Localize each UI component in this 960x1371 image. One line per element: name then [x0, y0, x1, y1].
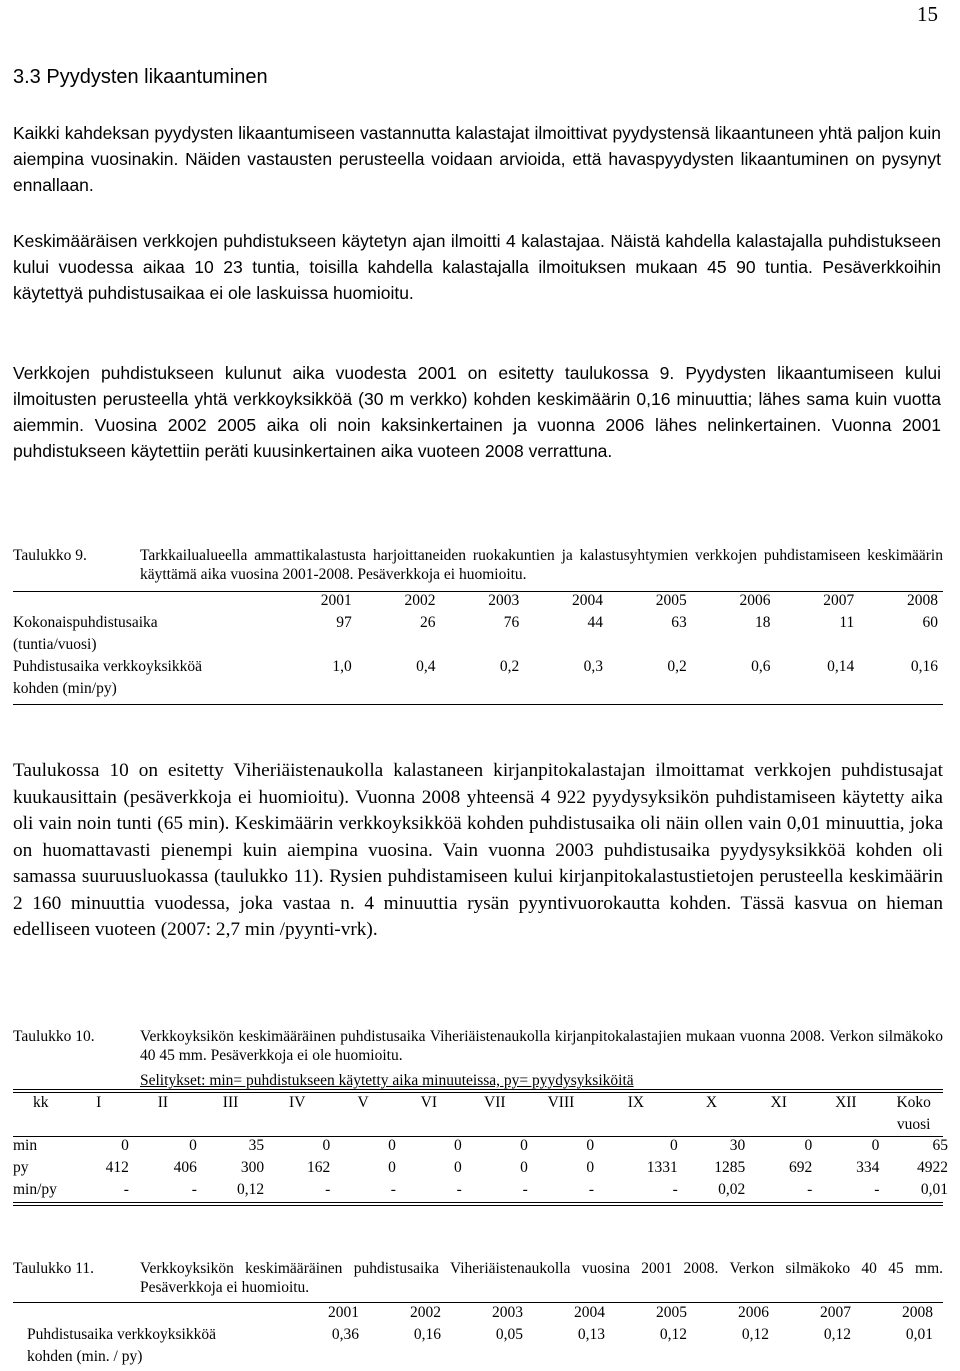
table11-header-row [27, 1304, 933, 1326]
column-header: II [157, 1094, 169, 1111]
cell: 18 [755, 614, 771, 631]
table-row [13, 614, 938, 636]
cell: 0,05 [495, 1326, 523, 1343]
year: 2005 [656, 1304, 687, 1321]
cell: 0,13 [577, 1326, 605, 1343]
cell: 76 [503, 614, 520, 631]
cell: 0 [322, 1137, 331, 1154]
cell: 44 [587, 614, 603, 631]
cell: 26 [420, 614, 436, 631]
cell: 0,36 [331, 1326, 359, 1343]
section-title: 3.3 Pyydysten likaantuminen [13, 66, 268, 88]
table11 [27, 1304, 933, 1370]
column-header: VIII [547, 1094, 575, 1111]
paragraph-4: Taulukossa 10 on esitetty Viheriäistenaukolla kalastaneen kirjanpitokalastajan ilmoittamat verkkojen puhdistusajat kuukausittain (pesäverkkoja ei huomioitu). Vuonna 2008 yhteensä 4 922 pyydysyksikön puhdistamiseen käytetty aika oli vain noin tunti (65 min). Keskimäärin verkkoyksikköä kohden puhdistusaika oli näin ollen vain 0,01 minuuttia, joka on huomattavasti pienempi kuin aiempina vuosina. Vain vuonna 2003 puhdistusaika pyydysyksikköä kohden oli samassa suuruusluokassa (taulukko 11). Rysien puhdistamiseen kului kirjanpitokalastustietojen perusteella keskimäärin 2 160 minuuttia vuodessa, joka vastaa n. 4 minuuttia rysän pyyntivuorokautta kohden. Tässä kasvua on hieman edelliseen vuoteen (2007: 2,7 min /pyynti-vrk). [13, 760, 943, 940]
row-label: Kokonaispuhdistusaika [13, 614, 158, 631]
row-label: kohden (min/py) [13, 680, 117, 697]
cell: 0 [670, 1137, 678, 1154]
row-label: Puhdistusaika verkkoyksikköä [27, 1326, 216, 1343]
column-header: I [96, 1094, 102, 1111]
table9-header-row [13, 592, 938, 614]
cell: 30 [729, 1137, 746, 1154]
column-header: X [705, 1094, 718, 1111]
year: 2005 [655, 592, 687, 609]
year: 2001 [320, 592, 352, 609]
cell: - [390, 1181, 396, 1198]
cell: 0,16 [413, 1326, 441, 1343]
cell: 4922 [917, 1159, 948, 1176]
column-header: XII [835, 1094, 857, 1111]
table-row [13, 658, 938, 680]
cell: 0,4 [416, 658, 436, 675]
year: 2006 [738, 1304, 769, 1321]
year: 2003 [492, 1304, 523, 1321]
table10-header-row-2 [13, 1116, 948, 1137]
cell: 0 [586, 1159, 595, 1176]
cell: 0 [520, 1137, 528, 1154]
paragraph-1: Kaikki kahdeksan pyydysten likaantumiseen vastannutta kalastajat ilmoittivat pyydystensä likaantuneen yhtä paljon kuin aiempina vuosinakin. Näiden vastausten perusteella voidaan arvioida, että havaspyydysten likaantuminen on pysynyt ennallaan. [13, 123, 941, 195]
table10-caption [13, 1027, 943, 1087]
paragraph-3: Verkkojen puhdistukseen kulunut aika vuodesta 2001 on esitetty taulukossa 9. Pyydysten likaantumiseen kului ilmoitusten perusteella yhtä verkkoyksikköä (30 m verkko) kohden keskimäärin 0,16 minuuttia; lähes sama kuin vuotta aiemmin. Vuosina 2002 2005 aika oli noin kaksinkertainen ja vuonna 2006 lähes nelinkertainen. Vuonna 2001 puhdistukseen käytettiin peräti kuusinkertainen aika vuoteen 2008 verrattuna. [13, 363, 941, 461]
table9-bottom-rule [13, 704, 943, 705]
table-row [13, 1137, 948, 1159]
cell: 0 [804, 1137, 813, 1154]
paragraph-2: Keskimääräisen verkkojen puhdistukseen käytetyn ajan ilmoitti 4 kalastajaa. Näistä kahdella kalastajalla puhdistukseen kului vuodessa aikaa 10 23 tuntia, toisilla kahdella kalastajalla ilmoituksen mukaan 45 90 tuntia. Pesäverkkoihin käytettyä puhdistusaikaa ei ole laskuissa huomioitu. [13, 231, 941, 303]
table11-top-rule [13, 1302, 943, 1303]
cell: 1331 [646, 1159, 678, 1176]
column-header: kk [32, 1094, 49, 1111]
table-row-continuation [13, 680, 938, 702]
cell: 0,02 [718, 1181, 746, 1198]
table11-label: Taulukko 11. [13, 1260, 94, 1277]
column-header: III [222, 1094, 239, 1111]
table10 [13, 1094, 948, 1203]
column-header: IV [289, 1094, 306, 1111]
column-header: VII [484, 1094, 506, 1111]
column-header: Koko [896, 1094, 931, 1111]
cell: - [325, 1181, 331, 1198]
year: 2002 [404, 592, 436, 609]
table10-header-row [13, 1094, 948, 1116]
column-header: XI [770, 1094, 787, 1111]
cell: 0,01 [905, 1326, 933, 1343]
table10-top-rule [13, 1089, 943, 1093]
cell: 0,16 [910, 658, 938, 675]
cell: - [522, 1181, 528, 1198]
year: 2004 [574, 1304, 605, 1321]
cell: 0,2 [667, 658, 687, 675]
cell: 1285 [714, 1159, 746, 1176]
cell: 11 [839, 614, 855, 631]
row-label: (tuntia/vuosi) [13, 636, 97, 653]
table-row [27, 1326, 933, 1348]
column-header: vuosi [896, 1116, 931, 1133]
year: 2003 [488, 592, 520, 609]
cell: - [588, 1181, 595, 1198]
cell: 60 [922, 614, 938, 631]
cell: 0,3 [583, 658, 603, 675]
cell: 0,6 [751, 658, 771, 675]
cell: 0,01 [920, 1181, 948, 1198]
cell: 0,14 [827, 658, 855, 675]
cell: 1,0 [332, 658, 352, 675]
cell: 0 [454, 1137, 462, 1154]
cell: - [807, 1181, 813, 1198]
cell: 162 [307, 1159, 331, 1176]
cell: 412 [105, 1159, 129, 1176]
row-label: Puhdistusaika verkkoyksikköä [13, 658, 202, 675]
cell: - [874, 1181, 880, 1198]
cell: 0 [586, 1137, 595, 1154]
cell: 0 [121, 1137, 129, 1154]
cell: 0,12 [659, 1326, 687, 1343]
table-row [13, 1159, 948, 1181]
cell: 334 [856, 1159, 880, 1176]
table-row-continuation [27, 1348, 933, 1370]
cell: 97 [336, 614, 352, 631]
column-header: VI [420, 1094, 437, 1111]
column-header: V [357, 1094, 369, 1111]
year: 2004 [572, 592, 603, 609]
year: 2006 [739, 592, 771, 609]
year: 2002 [410, 1304, 441, 1321]
year: 2007 [823, 592, 855, 609]
year: 2001 [328, 1304, 359, 1321]
table10-label: Taulukko 10. [13, 1028, 95, 1045]
cell: 63 [671, 614, 687, 631]
cell: 0 [454, 1159, 462, 1176]
row-label: kohden (min. / py) [27, 1348, 143, 1365]
table9-label: Taulukko 9. [13, 547, 87, 564]
cell: 0,12 [823, 1326, 851, 1343]
table10-legend: Selitykset: min= puhdistukseen käytetty aika minuuteissa, py= pyydysyksiköitä [140, 1072, 634, 1089]
table9 [13, 592, 938, 702]
cell: 0,12 [237, 1181, 265, 1198]
cell: 0,12 [741, 1326, 769, 1343]
cell: 0 [388, 1159, 396, 1176]
cell: - [672, 1181, 678, 1198]
cell: 692 [789, 1159, 813, 1176]
table-row-continuation [13, 636, 938, 658]
cell: 65 [932, 1137, 948, 1154]
cell: - [191, 1181, 197, 1198]
row-label: py [13, 1159, 29, 1176]
year: 2008 [907, 592, 938, 609]
cell: 406 [173, 1159, 197, 1176]
cell: - [456, 1181, 462, 1198]
table11-caption-text: Verkkoyksikön keskimääräinen puhdistusaika Viheriäistenaukolla vuosina 2001 2008. Verkon silmäkoko 40 45 mm. Pesäverkkoja ei huomioitu. [140, 1260, 943, 1296]
cell: 0 [871, 1137, 880, 1154]
cell: 0 [189, 1137, 197, 1154]
cell: 0 [520, 1159, 528, 1176]
cell: 0 [388, 1137, 396, 1154]
cell: - [123, 1181, 129, 1198]
row-label: min/py [13, 1181, 57, 1198]
row-label: min [13, 1137, 38, 1154]
cell: 300 [240, 1159, 265, 1176]
cell: 35 [248, 1137, 265, 1154]
table9-caption-text: Tarkkailualueella ammattikalastusta harjoittaneiden ruokakuntien ja kalastusyhtymien verkkojen puhdistamiseen keskimäärin käyttämä aika vuosina 2001-2008. Pesäverkkoja ei huomioitu. [140, 547, 943, 583]
column-header: IX [627, 1094, 645, 1111]
year: 2007 [820, 1304, 851, 1321]
year: 2008 [902, 1304, 933, 1321]
cell: 0,2 [499, 658, 520, 675]
table10-caption-text: Verkkoyksikön keskimääräinen puhdistusaika Viheriäistenaukolla kirjanpitokalastajien mukaan vuonna 2008. Verkon silmäkoko 40 45 mm. Pesäverkkoja ei ole huomioitu. [140, 1028, 943, 1064]
page-number: 15 [917, 2, 938, 26]
table-row [13, 1181, 948, 1203]
